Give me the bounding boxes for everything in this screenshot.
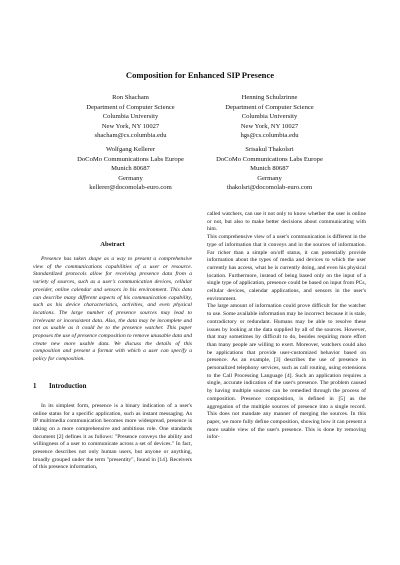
- author-org: Columbia University: [241, 113, 298, 121]
- author-city: New York, NY 10027: [240, 122, 299, 130]
- author-org: Munich 80687: [250, 165, 289, 173]
- body-paragraph: This comprehensive view of a user's communication is different in the type of information that it conveys and in the sources of information. Far richer than a simple on/off status, it can potentially provide information about the types of media and devices to which the user currently has access, what he is currently doing, and even his physical location. Furthermore, instead of being based only on the input of a single type of application, presence could be based on input from PCs, cellular devices, calendar applications, and sensors in the user's environment.: [207, 234, 366, 302]
- author-dept: DoCoMo Communications Labs Europe: [216, 155, 323, 163]
- body-paragraph: called watchers, can use it not only to know whether the user is online or not, but also to make better decisions about communicating with him.: [207, 211, 366, 233]
- author-dept: Department of Computer Science: [225, 103, 314, 111]
- author-email: thakolsri@docomolab-euro.com: [226, 184, 313, 192]
- section-heading: [33, 382, 192, 391]
- author-dept: Department of Computer Science: [86, 103, 175, 111]
- author-email: shacham@cs.columbia.edu: [94, 132, 167, 140]
- intro-paragraph: In its simplest form, presence is a binary indication of a user's online status for a specific application, such as instant messaging. As IP multimedia communication becomes more widespread, presence is taking on a more comprehensive and ambitious role. One standards document [2] defines it as follows: "Presence conveys the ability and willingness of a user to communicate across a set of devices." In fact, presence describes not only human users, but anyone or anything, broadly grouped under the term "presentity", found in [14]. Receivers of this presence information,: [33, 402, 192, 471]
- author-block: [70, 93, 330, 193]
- author-dept: DoCoMo Communications Labs Europe: [77, 155, 184, 163]
- abstract-heading: Abstract: [100, 241, 125, 248]
- author-org: Munich 80687: [111, 165, 150, 173]
- section-number: 1: [33, 382, 37, 390]
- author-org: Columbia University: [102, 113, 159, 121]
- abstract-text: Presence has taken shape as a way to present a comprehensive view of the communications capabilities of a user or resource. Standardized protocols allow for receiving presence data from a variety of sources, such as a user's communication devices, cellular provider, online calendar and sensors in his environment. This data can describe many different aspects of his communication capability, such as his device characteristics, activities, and even physical locations. The large number of presence sources may lead to irrelevant or inconsistent data. Also, the data may be incomplete and not as usable as it could be to the presence watcher. This paper proposes the use of presence composition to remove unusable data and create new more usable data. We discuss the details of this composition and present a format with which a user can specify a policy for composition.: [33, 256, 192, 363]
- author-name: Ron Shacham: [112, 94, 149, 101]
- right-column: [207, 211, 366, 442]
- author-city: Germany: [118, 174, 143, 182]
- author-0: [70, 93, 191, 141]
- author-2: [70, 145, 191, 193]
- section-title: Introduction: [49, 382, 87, 390]
- author-city: Germany: [257, 174, 282, 182]
- author-name: Srisakul Thakolsri: [245, 145, 294, 153]
- left-column: [33, 210, 192, 475]
- author-name: Henning Schulzrinne: [241, 94, 298, 101]
- paper-title: Composition for Enhanced SIP Presence: [125, 70, 275, 80]
- author-email: kellerer@docomolab-euro.com: [89, 184, 172, 192]
- author-name: Wolfgang Kellerer: [105, 145, 156, 153]
- author-1: [209, 93, 330, 141]
- author-email: hgs@cs.columbia.edu: [240, 132, 299, 140]
- author-city: New York, NY 10027: [101, 122, 160, 130]
- body-paragraph: The large amount of information could prove difficult for the watcher to use. Some available information may be incorrect because it is stale, contradictory or redundant. Humans may be able to resolve these issues by looking at the data supplied by all of the sources. However, that may sometimes by difficult to do, besides requiring more effort than many people are willing to exert. Moreover, watchers could also be applications that provide user-customized behavior based on presence. As an example, [3] describes the use of presence in personalized telephony services, such as call routing, using extensions to the Call Processing Language [4]. Such an application requires a single, accurate indication of the user's presence. The problem caused by having multiple sources can be remedied through the process of composition. Presence composition, is defined in [5] as the aggregation of the multiple sources of presence into a single record. This does not mandate any manner of merging the sources. In this paper, we more fully define composition, showing how it can present a more usable view of the user's presence. This is done by removing infor-: [207, 303, 366, 441]
- author-3: [209, 145, 330, 193]
